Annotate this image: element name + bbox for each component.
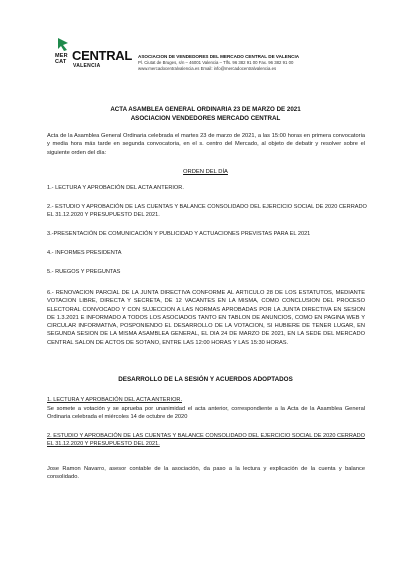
logo-cat-text: CAT — [55, 59, 67, 65]
section-heading: DESARROLLO DE LA SESIÓN Y ACUERDOS ADOPTADOS — [118, 376, 293, 383]
letterhead-address: Pl. Ciutat de Bruges, s/n – 46001 Valencia – Tlfs. 96 382 91 00 Fax. 96 382 91 00 — [138, 60, 294, 65]
letterhead-org: ASOCIACION DE VENDEDORES DEL MERCADO CENTRAL DE VALENCIA — [138, 54, 300, 59]
agenda-item-2: 2.- ESTUDIO Y APROBACIÓN DE LAS CUENTAS Y BALANCE CONSOLIDADO DEL EJERCICIO SOCIAL DE 2020 CERRADO EL 31.12.2020 Y PRESUPUESTO DEL 2021. — [47, 204, 367, 219]
agenda-item-6: 6.- RENOVACION PARCIAL DE LA JUNTA DIRECTIVA CONFORME AL ARTICULO 28 DE LOS ESTATUTOS, MEDIANTE VOTACION LIBRE, DIRECTA Y SECRETA, DE 12 VACANTES EN LA MISMA, COMO CONCLUSION DEL PROCESO ELECTORAL CONVOCADO Y CON SUJECCION A LAS NORMAS APROBADAS POR LA JUNTA DIRECTIVA EN SESION DE 1.3.2021 E INFORMADO A TODOS LOS ASOCIADOS TANTO EN TABLON DE ANUNCIOS, COMO EN PAGINA WEB Y CIRCULAR INFORMATIVA, POSPONIENDO EL DESARROLLO DE LA VOTACION, SI HUBIERE DE TENER LUGAR, EN SEGUNDA SESION DE LA MISMA ASAMBLEA GENERAL, EL DIA 24 DE MARZO DE 2021, EN LA SEDE DEL MERCADO CENTRAL SALON DE ACTOS DE SOTANO, ENTRE LAS 12:00 HORAS Y LAS 15:30 HORAS. — [47, 290, 365, 346]
agenda-item-3: 3.-PRESENTACIÓN DE COMUNICACIÓN Y PUBLICIDAD Y ACTUACIONES PREVISTAS PARA EL 2021 — [47, 231, 311, 237]
logo-sub-text: VALENCIA — [73, 63, 101, 69]
agenda-item-1: 1.- LECTURA Y APROBACIÓN DEL ACTA ANTERIOR. — [47, 185, 184, 191]
logo-mer-text: MER — [55, 53, 68, 59]
doc-subtitle: ASOCIACION VENDEDORES MERCADO CENTRAL — [130, 115, 281, 122]
intro-paragraph: Acta de la Asamblea General Ordinaria celebrada el martes 23 de marzo de 2021, a las 15:00 horas en primera convocatoria y media hora más tarde en segunda convocatoria, en el s. centro del Mercado, al objeto de debatir y resolver sobre el siguiente orden del día: — [47, 133, 365, 156]
closing-paragraph: Jose Ramon Navarro, asesor contable de la asociación, da paso a la lectura y explicación de la cuenta y balance consolidado. — [47, 466, 365, 481]
order-heading: ORDEN DEL DÍA — [183, 169, 228, 175]
sub-1-text: Se somete a votación y se aprueba por unanimidad el acta anterior, correspondiente a la Acta de la Asamblea General Ordinaria celebrada el miércoles 14 de octubre de 2020 — [47, 406, 365, 421]
mercat-central-logo — [55, 36, 133, 76]
logo-brand-text: CENTRAL — [72, 48, 133, 63]
doc-title: ACTA ASAMBLEA GENERAL ORDINARIA 23 DE MARZO DE 2021 — [110, 106, 301, 113]
sub-2-heading: 2. ESTUDIO Y APROBACIÓN DE LAS CUENTAS Y BALANCE CONSOLIDADO DEL EJERCICIO SOCIAL DE 2020 CERRADO EL 31.12.2020 Y PRESUPUESTO DEL 2021. — [47, 433, 366, 448]
agenda-item-4: 4.- INFORMES PRESIDENTA — [47, 250, 122, 256]
sub-1-heading: 1. LECTURA Y APROBACIÓN DEL ACTA ANTERIOR. — [47, 397, 183, 403]
agenda-item-5: 5.- RUEGOS Y PREGUNTAS — [47, 269, 121, 275]
letterhead-web: www.mercadocentralvalencia.es Email: info@mercadocentralvalencia.es — [138, 66, 277, 71]
letterhead-info — [138, 54, 378, 72]
